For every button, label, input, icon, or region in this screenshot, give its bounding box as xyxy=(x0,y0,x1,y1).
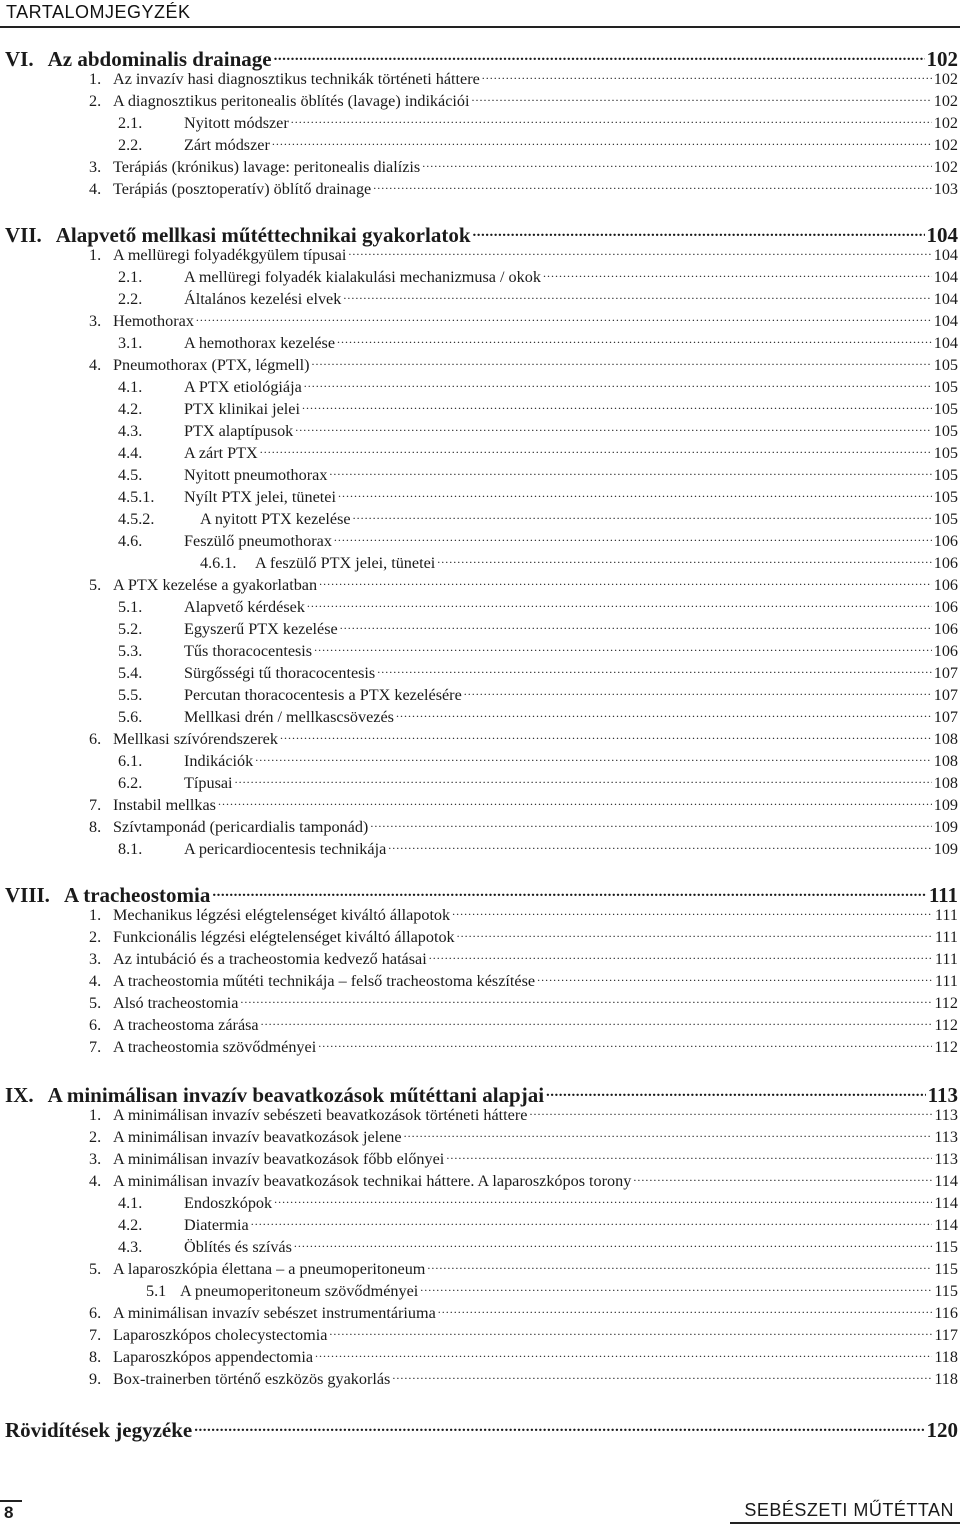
toc-leader-dots xyxy=(472,90,932,106)
toc-number: 4.5. xyxy=(118,466,143,485)
toc-page: 106 xyxy=(933,532,958,551)
toc-number: 5. xyxy=(89,576,102,595)
toc-leader-dots xyxy=(529,1104,932,1120)
toc-number: 7. xyxy=(89,796,102,815)
toc-number: 8. xyxy=(89,1348,102,1367)
toc-page: 104 xyxy=(933,268,958,287)
toc-title: A pneumoperitoneum szövődményei xyxy=(180,1282,419,1301)
header-rule xyxy=(0,26,960,28)
toc-number: 7. xyxy=(89,1038,102,1057)
toc-page: 107 xyxy=(933,708,958,727)
toc-entry[interactable] xyxy=(0,750,958,772)
toc-title: A mellüregi folyadék kialakulási mechanizmusa / okok xyxy=(184,268,541,287)
toc-title: PTX alaptípusok xyxy=(184,422,294,441)
toc-entry[interactable] xyxy=(0,794,958,816)
toc-number: 5.3. xyxy=(118,642,143,661)
toc-number: 4.5.1. xyxy=(118,488,155,507)
toc-leader-dots xyxy=(291,112,932,128)
toc-page: 104 xyxy=(933,290,958,309)
toc-entry[interactable] xyxy=(0,1302,958,1324)
toc-title: Terápiás (krónikus) lavage: peritonealis dialízis xyxy=(113,158,421,177)
toc-title: Egyszerű PTX kezelése xyxy=(184,620,338,639)
toc-page: 103 xyxy=(933,180,958,199)
toc-title: Endoszkópok xyxy=(184,1194,273,1213)
toc-page: 115 xyxy=(934,1238,958,1257)
toc-entry[interactable] xyxy=(0,530,958,552)
toc-number: 2. xyxy=(89,1128,102,1147)
toc-title: Tűs thoracocentesis xyxy=(184,642,313,661)
toc-entry[interactable] xyxy=(0,926,958,948)
toc-number: 6.2. xyxy=(118,774,143,793)
toc-leader-dots xyxy=(543,266,932,282)
toc-entry[interactable] xyxy=(0,1170,958,1192)
toc-entry[interactable] xyxy=(0,1036,958,1058)
header-title: TARTALOMJEGYZÉK xyxy=(6,2,191,22)
toc-entry[interactable] xyxy=(0,134,958,156)
toc-leader-dots xyxy=(294,1236,932,1252)
toc-page: 109 xyxy=(933,796,958,815)
toc-number: 4.3. xyxy=(118,1238,143,1257)
toc-entry[interactable] xyxy=(0,112,958,134)
toc-entry[interactable] xyxy=(0,684,958,706)
toc-title: A diagnosztikus peritonealis öblítés (lavage) indikációi xyxy=(113,92,470,111)
toc-title: A tracheostomia xyxy=(63,883,211,907)
toc-entry[interactable] xyxy=(0,376,958,398)
toc-page: 113 xyxy=(934,1128,958,1147)
toc-number: 1. xyxy=(89,70,102,89)
toc-page: 111 xyxy=(934,906,958,925)
toc-number: 4.1. xyxy=(118,1194,143,1213)
toc-number: 3. xyxy=(89,950,102,969)
toc-number: 5. xyxy=(89,994,102,1013)
toc-entry[interactable] xyxy=(0,618,958,640)
toc-page: 111 xyxy=(934,928,958,947)
toc-page: 105 xyxy=(933,466,958,485)
toc-leader-dots xyxy=(337,332,932,348)
toc-entry[interactable] xyxy=(0,640,958,662)
toc-number: 4.6. xyxy=(118,532,143,551)
toc-leader-dots xyxy=(452,904,933,920)
toc-title: A mellüregi folyadékgyülem típusai xyxy=(113,246,347,265)
toc-page: 109 xyxy=(933,818,958,837)
toc-title: Alapvető kérdések xyxy=(184,598,305,617)
toc-chapter[interactable] xyxy=(0,1416,958,1442)
toc-number: VII. xyxy=(5,223,42,247)
toc-number: 5.6. xyxy=(118,708,143,727)
toc-title: Instabil mellkas xyxy=(113,796,216,815)
toc-title: Pneumothorax (PTX, légmell) xyxy=(113,356,310,375)
toc-entry[interactable] xyxy=(0,420,958,442)
toc-entry[interactable] xyxy=(0,662,958,684)
toc-entry[interactable] xyxy=(0,728,958,750)
toc-number: VI. xyxy=(5,47,34,71)
toc-page: 107 xyxy=(933,664,958,683)
toc-page: 115 xyxy=(934,1282,958,1301)
toc-leader-dots xyxy=(340,618,932,634)
toc-title: A minimálisan invazív sebészet instrumentáriuma xyxy=(113,1304,436,1323)
toc-title: A zárt PTX xyxy=(184,444,258,463)
toc-leader-dots xyxy=(272,134,932,150)
toc-title: Öblítés és szívás xyxy=(184,1238,292,1257)
toc-title: A tracheostoma zárása xyxy=(113,1016,259,1035)
toc-number: 4.2. xyxy=(118,400,143,419)
toc-leader-dots xyxy=(377,662,931,678)
toc-page: 102 xyxy=(933,158,958,177)
toc-number: 2. xyxy=(89,92,102,111)
toc-entry[interactable] xyxy=(0,244,958,266)
toc-page: 105 xyxy=(933,422,958,441)
toc-page: 105 xyxy=(933,400,958,419)
toc-title: A minimálisan invazív sebészeti beavatkozások történeti háttere xyxy=(113,1106,528,1125)
toc-leader-dots xyxy=(373,178,932,194)
toc-leader-dots xyxy=(274,1192,932,1208)
toc-entry[interactable] xyxy=(0,288,958,310)
toc-entry[interactable] xyxy=(0,1148,958,1170)
footer-page-rule xyxy=(0,1500,22,1502)
toc-leader-dots xyxy=(307,596,932,612)
toc-page: 106 xyxy=(933,554,958,573)
toc-number: 4.2. xyxy=(118,1216,143,1235)
toc-entry[interactable] xyxy=(0,1014,958,1036)
toc-number: 5.1. xyxy=(118,598,143,617)
toc-title: A minimálisan invazív beavatkozások műtéttani alapjai xyxy=(47,1083,545,1107)
toc-page: 118 xyxy=(934,1370,958,1389)
toc-title: Feszülő pneumothorax xyxy=(184,532,332,551)
toc-number: 2.1. xyxy=(118,268,143,287)
toc-leader-dots xyxy=(251,1214,933,1230)
toc-leader-dots xyxy=(427,1258,932,1274)
toc-entry[interactable] xyxy=(0,464,958,486)
toc-page: 112 xyxy=(934,1016,958,1035)
toc-leader-dots xyxy=(464,684,932,700)
toc-leader-dots xyxy=(422,156,931,172)
toc-page: 114 xyxy=(934,1216,958,1235)
toc-title: A feszülő PTX jelei, tünetei xyxy=(255,554,436,573)
toc-page: 108 xyxy=(933,730,958,749)
toc-title: Laparoszkópos cholecystectomia xyxy=(113,1326,328,1345)
toc-leader-dots xyxy=(274,45,925,66)
toc-leader-dots xyxy=(404,1126,933,1142)
toc-leader-dots xyxy=(388,838,931,854)
toc-page: 102 xyxy=(933,136,958,155)
toc-page: 111 xyxy=(934,972,958,991)
toc-title: Laparoszkópos appendectomia xyxy=(113,1348,314,1367)
toc-leader-dots xyxy=(473,221,925,242)
toc-title: Terápiás (posztoperatív) öblítő drainage xyxy=(113,180,372,199)
toc-title: Box-trainerben történő eszközös gyakorlás xyxy=(113,1370,391,1389)
toc-number: 3. xyxy=(89,158,102,177)
toc-title: A nyitott PTX kezelése xyxy=(200,510,351,529)
toc-title: Szívtamponád (pericardialis tamponád) xyxy=(113,818,369,837)
toc-entry[interactable] xyxy=(0,816,958,838)
toc-entry[interactable] xyxy=(0,574,958,596)
toc-title: Mellkasi drén / mellkascsövezés xyxy=(184,708,394,727)
toc-leader-dots xyxy=(546,1081,926,1102)
toc-leader-dots xyxy=(633,1170,932,1186)
toc-page: 106 xyxy=(933,598,958,617)
toc-page: 118 xyxy=(934,1348,958,1367)
toc-title: Nyitott módszer xyxy=(184,114,289,133)
toc-page: 109 xyxy=(933,840,958,859)
toc-number: 4. xyxy=(89,1172,102,1191)
toc-leader-dots xyxy=(240,992,932,1008)
toc-page: 107 xyxy=(933,686,958,705)
toc-number: 1. xyxy=(89,906,102,925)
toc-title: Alapvető mellkasi műtéttechnikai gyakorlatok xyxy=(55,223,471,247)
toc-title: A minimálisan invazív beavatkozások főbb előnyei xyxy=(113,1150,445,1169)
footer-book-rule xyxy=(730,1522,960,1524)
toc-leader-dots xyxy=(304,376,932,392)
toc-entry[interactable] xyxy=(0,772,958,794)
toc-page: 102 xyxy=(933,114,958,133)
toc-number: 1. xyxy=(89,246,102,265)
toc-leader-dots xyxy=(314,640,932,656)
toc-number: 4.5.2. xyxy=(118,510,155,529)
toc-number: 4.4. xyxy=(118,444,143,463)
toc-title: A minimálisan invazív beavatkozások jelene xyxy=(113,1128,402,1147)
toc-page: 104 xyxy=(926,223,958,247)
toc-number: 5.5. xyxy=(118,686,143,705)
toc-title: A minimálisan invazív beavatkozások technikai háttere. A laparoszkópos torony xyxy=(113,1172,632,1191)
toc-leader-dots xyxy=(343,288,931,304)
toc-entry[interactable] xyxy=(0,1258,958,1280)
toc-number: 6. xyxy=(89,1304,102,1323)
toc-entry[interactable] xyxy=(0,1324,958,1346)
toc-leader-dots xyxy=(482,68,932,84)
toc-leader-dots xyxy=(438,1302,933,1318)
toc-page: 106 xyxy=(933,620,958,639)
toc-leader-dots xyxy=(196,310,932,326)
toc-entry[interactable] xyxy=(0,1126,958,1148)
toc-entry[interactable] xyxy=(0,442,958,464)
toc-number: 4. xyxy=(89,356,102,375)
toc-number: 4. xyxy=(89,180,102,199)
toc-page: 117 xyxy=(934,1326,958,1345)
toc-leader-dots xyxy=(370,816,931,832)
page-header xyxy=(0,0,960,26)
toc-number: 7. xyxy=(89,1326,102,1345)
toc-entry[interactable] xyxy=(0,266,958,288)
toc-leader-dots xyxy=(353,508,932,524)
toc-title: Az intubáció és a tracheostomia kedvező hatásai xyxy=(113,950,427,969)
toc-entry[interactable] xyxy=(0,1346,958,1368)
footer-book-title: SEBÉSZETI MŰTÉTTAN xyxy=(744,1500,954,1520)
toc-entry[interactable] xyxy=(0,552,958,574)
toc-entry[interactable] xyxy=(0,992,958,1014)
toc-entry[interactable] xyxy=(0,948,958,970)
toc-title: Hemothorax xyxy=(113,312,194,331)
toc-leader-dots xyxy=(334,530,932,546)
toc-title: PTX klinikai jelei xyxy=(184,400,300,419)
toc-leader-dots xyxy=(348,244,931,260)
toc-leader-dots xyxy=(194,1416,924,1437)
toc-number: 4.3. xyxy=(118,422,143,441)
toc-number: 5.4. xyxy=(118,664,143,683)
toc-page: 113 xyxy=(927,1083,958,1107)
toc-entry[interactable] xyxy=(0,486,958,508)
toc-page: 114 xyxy=(934,1172,958,1191)
toc-number: 3. xyxy=(89,312,102,331)
toc-leader-dots xyxy=(315,1346,932,1362)
toc-title: Diatermia xyxy=(184,1216,249,1235)
toc-page: 106 xyxy=(933,576,958,595)
toc-entry[interactable] xyxy=(0,1104,958,1126)
toc-page: 108 xyxy=(933,752,958,771)
toc-title: Indikációk xyxy=(184,752,254,771)
toc-entry[interactable] xyxy=(0,970,958,992)
toc-leader-dots xyxy=(437,552,931,568)
toc-number: 1. xyxy=(89,1106,102,1125)
toc-entry[interactable] xyxy=(0,178,958,200)
toc-page: 115 xyxy=(934,1260,958,1279)
toc-title: Zárt módszer xyxy=(184,136,270,155)
toc-entry[interactable] xyxy=(0,904,958,926)
toc-title: A hemothorax kezelése xyxy=(184,334,336,353)
toc-number: 2.2. xyxy=(118,290,143,309)
toc-leader-dots xyxy=(255,750,931,766)
toc-entry[interactable] xyxy=(0,706,958,728)
toc-leader-dots xyxy=(457,926,933,942)
toc-page: 111 xyxy=(928,883,958,907)
toc-leader-dots xyxy=(329,464,931,480)
toc-number: 8. xyxy=(89,818,102,837)
toc-number: 4.6.1. xyxy=(200,554,237,573)
toc-title: A pericardiocentesis technikája xyxy=(184,840,387,859)
toc-title: Az invazív hasi diagnosztikus technikák történeti háttere xyxy=(113,70,480,89)
toc-page: 105 xyxy=(933,488,958,507)
toc-leader-dots xyxy=(319,574,932,590)
toc-leader-dots xyxy=(260,442,932,458)
toc-number: 9. xyxy=(89,1370,102,1389)
toc-leader-dots xyxy=(329,1324,932,1340)
toc-leader-dots xyxy=(318,1036,932,1052)
toc-entry[interactable] xyxy=(0,1368,958,1390)
toc-entry[interactable] xyxy=(0,332,958,354)
toc-title: Funkcionális légzési elégtelenséget kiváltó állapotok xyxy=(113,928,455,947)
toc-entry[interactable] xyxy=(0,156,958,178)
toc-leader-dots xyxy=(396,706,932,722)
toc-page: 105 xyxy=(933,444,958,463)
toc-number: 6. xyxy=(89,1016,102,1035)
toc-number: 2.2. xyxy=(118,136,143,155)
toc-leader-dots xyxy=(537,970,933,986)
toc-page: 112 xyxy=(934,994,958,1013)
toc-page: 113 xyxy=(934,1106,958,1125)
toc-page: 116 xyxy=(934,1304,958,1323)
toc-title: Típusai xyxy=(184,774,233,793)
toc-title: Nyílt PTX jelei, tünetei xyxy=(184,488,336,507)
toc-number: 4. xyxy=(89,972,102,991)
toc-number: 5.2. xyxy=(118,620,143,639)
toc-title: A laparoszkópia élettana – a pneumoperitoneum xyxy=(113,1260,426,1279)
toc-leader-dots xyxy=(338,486,932,502)
toc-leader-dots xyxy=(295,420,931,436)
toc-page: 104 xyxy=(933,312,958,331)
toc-number: 6. xyxy=(89,730,102,749)
toc-page: 105 xyxy=(933,510,958,529)
toc-number: 5. xyxy=(89,1260,102,1279)
toc-entry[interactable] xyxy=(0,508,958,530)
toc-leader-dots xyxy=(218,794,932,810)
toc-entry[interactable] xyxy=(0,68,958,90)
toc-number: 3. xyxy=(89,1150,102,1169)
toc-number: 5.1 xyxy=(146,1282,167,1301)
toc-leader-dots xyxy=(302,398,932,414)
toc-leader-dots xyxy=(261,1014,933,1030)
toc-title: Mellkasi szívórendszerek xyxy=(113,730,278,749)
toc-entry[interactable] xyxy=(0,838,958,860)
toc-title: Alsó tracheostomia xyxy=(113,994,239,1013)
footer-page-number: 8 xyxy=(4,1503,14,1522)
toc-title: Sürgősségi tű thoracocentesis xyxy=(184,664,376,683)
toc-page: 105 xyxy=(933,356,958,375)
toc-entry[interactable] xyxy=(0,310,958,332)
toc-number: 8.1. xyxy=(118,840,143,859)
toc-title: Általános kezelési elvek xyxy=(184,290,342,309)
toc-page: 104 xyxy=(933,246,958,265)
toc-page: 106 xyxy=(933,642,958,661)
toc-title: Rövidítések jegyzéke xyxy=(5,1418,193,1442)
toc-page: 113 xyxy=(934,1150,958,1169)
toc-page: 120 xyxy=(926,1418,958,1442)
toc-page: 112 xyxy=(934,1038,958,1057)
toc-leader-dots xyxy=(280,728,932,744)
toc-page: 104 xyxy=(933,334,958,353)
toc-title: A PTX kezelése a gyakorlatban xyxy=(113,576,318,595)
toc-page: 114 xyxy=(934,1194,958,1213)
toc-number: IX. xyxy=(5,1083,34,1107)
toc-number: 2. xyxy=(89,928,102,947)
toc-number: 6.1. xyxy=(118,752,143,771)
toc-entry[interactable] xyxy=(0,354,958,376)
toc-page: 102 xyxy=(926,47,958,71)
toc-title: Nyitott pneumothorax xyxy=(184,466,328,485)
toc-page: 102 xyxy=(933,70,958,89)
toc-title: A PTX etiológiája xyxy=(184,378,302,397)
toc-title: A tracheostomia szövődményei xyxy=(113,1038,317,1057)
toc-title: A tracheostomia műtéti technikája – felső tracheostoma készítése xyxy=(113,972,536,991)
toc-leader-dots xyxy=(429,948,933,964)
toc-number: 2.1. xyxy=(118,114,143,133)
toc-number: 4.1. xyxy=(118,378,143,397)
toc-leader-dots xyxy=(235,772,932,788)
toc-page: 111 xyxy=(934,950,958,969)
toc-entry[interactable] xyxy=(0,398,958,420)
toc-page: 102 xyxy=(933,92,958,111)
toc-page: 105 xyxy=(933,378,958,397)
toc-title: Mechanikus légzési elégtelenséget kiváltó állapotok xyxy=(113,906,451,925)
toc-leader-dots xyxy=(311,354,931,370)
toc-leader-dots xyxy=(212,881,926,902)
toc-page: 108 xyxy=(933,774,958,793)
toc-leader-dots xyxy=(420,1280,932,1296)
toc-entry[interactable] xyxy=(0,1214,958,1236)
toc-title: Percutan thoracocentesis a PTX kezelésére xyxy=(184,686,462,705)
toc-leader-dots xyxy=(446,1148,932,1164)
toc-number: 3.1. xyxy=(118,334,143,353)
toc-entry[interactable] xyxy=(0,90,958,112)
toc-leader-dots xyxy=(392,1368,932,1384)
toc-number: VIII. xyxy=(5,883,50,907)
toc-entry[interactable] xyxy=(0,1280,958,1302)
toc-entry[interactable] xyxy=(0,1192,958,1214)
toc-title: Az abdominalis drainage xyxy=(47,47,272,71)
toc-entry[interactable] xyxy=(0,1236,958,1258)
toc-entry[interactable] xyxy=(0,596,958,618)
